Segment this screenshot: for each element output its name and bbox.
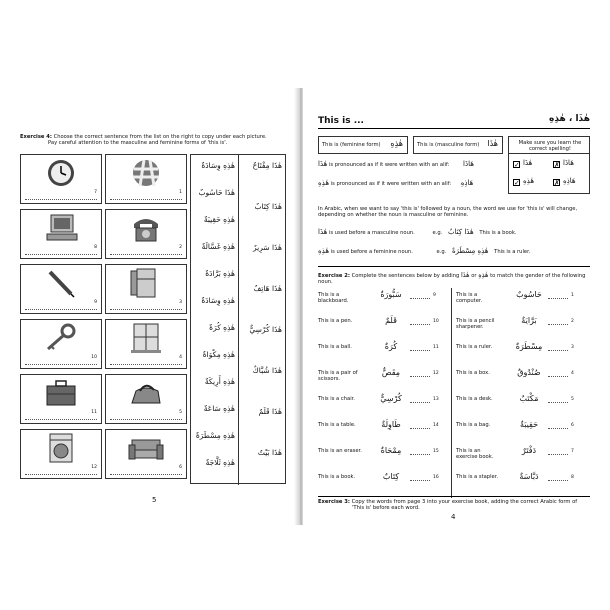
answer-line (25, 419, 97, 420)
exercise-4-instruction-2: Pay careful attention to the masculine and feminine forms of 'this is'. (48, 140, 228, 147)
answer-line (410, 428, 430, 429)
masculine-form-box (413, 136, 503, 154)
exercise-2-noun: مِسْطَرَةٌ (515, 342, 543, 351)
picture-cell (20, 264, 102, 314)
exercise-2-english: This is an eraser. (318, 448, 362, 454)
exercise-2-noun: طَاوِلَةٌ (381, 420, 401, 429)
answer-line (548, 454, 568, 455)
answer-line (110, 199, 182, 200)
masculine-form-label: This is (masculine form) (417, 142, 480, 148)
exercise-4-label: Exercise 4: (20, 134, 52, 140)
sentence-item: هٰذَا كُرْسِيٌّ (249, 325, 282, 334)
feminine-form-label: This is (feminine form) (322, 142, 381, 148)
exercise-2-noun: كُرَةٌ (384, 342, 398, 351)
exercise-2-noun: بَرَّايَةٌ (521, 316, 537, 325)
picture-cell (105, 319, 187, 369)
wrong-checkbox: ✗ (554, 161, 560, 169)
exercise-3-instructions: Exercise 3: Copy the words from page 3 into your exercise book, adding the correct Arabic form of 'This is' before each word. (318, 499, 578, 512)
exercise-2-noun: حَاسُوبٌ (516, 290, 542, 299)
exercise-2-number: 11 (433, 345, 439, 350)
exercise-2-number: 14 (433, 423, 439, 428)
key-icon (41, 322, 81, 358)
picture-cell (105, 209, 187, 259)
exercise-2-noun: دَفْتَرٌ (521, 446, 537, 455)
sentence-item: هٰذَا بَيْتٌ (257, 448, 282, 457)
exercise-2-english: This is a box. (456, 370, 490, 376)
picture-number: 8 (94, 245, 97, 250)
washing-machine-icon (41, 432, 81, 468)
picture-number: 1 (179, 190, 182, 195)
answer-line (110, 254, 182, 255)
exercise-2-noun: مِقَصٌّ (381, 368, 401, 377)
answer-line (410, 376, 430, 377)
answer-line (25, 199, 97, 200)
exercise-2-number: 8 (571, 475, 574, 480)
exercise-2-number: 15 (433, 449, 439, 454)
masculine-form-arabic: هٰذَا (487, 139, 498, 148)
picture-cell (20, 374, 102, 424)
answer-line (25, 254, 97, 255)
exercise-4-instructions (20, 134, 290, 146)
feminine-form-arabic: هٰذِهِ (390, 139, 403, 148)
sentence-item: هٰذِهِ حَقِيبَةٌ (203, 215, 235, 224)
sentence-item: هٰذِهِ مِكْوَاةٌ (202, 350, 235, 359)
exercise-2-english: This is a pen. (318, 318, 353, 324)
exercise-2-english: This is a computer. (456, 292, 483, 305)
sentence-item: هٰذِهِ بَرَّادَةٌ (205, 269, 235, 278)
picture-cell (105, 374, 187, 424)
feminine-form-box (318, 136, 408, 154)
answer-line (410, 480, 430, 481)
book-spread (0, 88, 610, 525)
sofa-icon (126, 432, 166, 468)
picture-cell (20, 319, 102, 369)
wrong-spelling: هَاذَا (563, 159, 574, 167)
exercise-2-english: This is an exercise book. (456, 448, 494, 461)
correct-spelling: هٰذِهِ (523, 177, 535, 185)
pen-icon (41, 267, 81, 303)
sentence-item: هٰذِهِ سَاعَةٌ (203, 404, 235, 413)
sentence-item: هٰذَا سَرِيرٌ (252, 243, 282, 252)
picture-number: 3 (179, 300, 182, 305)
sentence-item: هٰذِهِ أَرِيكَةٌ (204, 377, 235, 386)
answer-line (548, 350, 568, 351)
right-page (303, 88, 604, 525)
sentence-item: هٰذِهِ ثَلَّاجَةٌ (205, 458, 235, 467)
exercise-2-instructions: Exercise 2: Complete the sentences below by adding هٰذَا or هٰذِهِ to match the gender of the following noun. (318, 271, 586, 286)
exercise-2-number: 5 (571, 397, 574, 402)
wrong-spelling: هَاذِهِ (563, 177, 576, 185)
picture-number: 4 (179, 355, 182, 360)
clock-icon (41, 157, 81, 193)
correct-spelling: هٰذَا (523, 159, 533, 167)
exercise-2-number: 12 (433, 371, 439, 376)
page-number-left: 5 (152, 496, 157, 504)
picture-number: 9 (94, 300, 97, 305)
answer-line (548, 402, 568, 403)
exercise-2-english: This is a ruler. (456, 344, 493, 350)
page-heading-arabic: هٰذَا ، هٰذِهِ (549, 114, 590, 124)
exercise-2-english: This is a chair. (318, 396, 355, 402)
sentence-item: هٰذَا مِفْتَاحٌ (252, 161, 282, 170)
exercise-2-noun: كِتَابٌ (382, 472, 400, 481)
page-number-right: 4 (451, 513, 456, 521)
exercise-2-english: This is a pencil sharpener. (456, 318, 495, 331)
exercise-2-noun: كُرْسِيٌّ (380, 394, 402, 403)
exercise-4-instruction-1: Choose the correct sentence from the list on the right to copy under each picture. (53, 134, 267, 140)
pronunciation-2: هٰذِهِ is pronounced as if it were written with an alif: هَاذِهِ (318, 179, 474, 187)
sentence-item: هٰذَا كِتَابٌ (254, 202, 282, 211)
picture-number: 10 (91, 355, 97, 360)
exercise-2-english: This is a stapler. (456, 474, 499, 480)
answer-line (410, 402, 430, 403)
picture-cell (20, 209, 102, 259)
exercise-2-english: This is a ball. (318, 344, 352, 350)
exercise-2-noun: صُنْدُوقٌ (517, 368, 541, 377)
computer-icon (41, 212, 81, 248)
sentence-item: هٰذِهِ غَسَّالَةٌ (201, 242, 235, 251)
sentence-item: هٰذَا شُبَّاكٌ (252, 366, 282, 375)
sentence-list-box (190, 154, 286, 484)
answer-line (110, 309, 182, 310)
answer-line (25, 309, 97, 310)
exercise-2-number: 7 (571, 449, 574, 454)
exercise-2-noun: مِمْحَاةٌ (380, 446, 402, 455)
sentence-item: هٰذَا حَاسُوبٌ (198, 188, 235, 197)
picture-cell (105, 264, 187, 314)
spelling-box (508, 136, 590, 194)
answer-line (110, 364, 182, 365)
fridge-icon (126, 267, 166, 303)
pronunciation-1: هٰذَا is pronounced as if it were written with an alif: هَاذَا (318, 160, 474, 168)
left-page (6, 88, 299, 525)
picture-number: 2 (179, 245, 182, 250)
exercise-2-english: This is a blackboard. (318, 292, 349, 305)
exercise-2-noun: دَبَّاسَةٌ (519, 472, 539, 481)
briefcase-icon (41, 377, 81, 413)
exercise-2-number: 2 (571, 319, 574, 324)
explanation-text: In Arabic, when we want to say 'this is' followed by a noun, the word we use for 'this is' will change, depending on whether the noun is masculine or feminine. (318, 206, 578, 219)
exercise-2-english: This is a bag. (456, 422, 491, 428)
exercise-2-noun: حَقِيبَةٌ (519, 420, 539, 429)
exercise-2-number: 16 (433, 475, 439, 480)
answer-line (548, 324, 568, 325)
sentence-item: هٰذِهِ وِسَادَةٌ (201, 296, 235, 305)
answer-line (410, 298, 430, 299)
wrong-checkbox: ✗ (554, 179, 560, 187)
exercise-2-english: This is a pair of scissors. (318, 370, 358, 383)
exercise-2-noun: سَبُّورَةٌ (380, 290, 402, 299)
exercise-2-number: 4 (571, 371, 574, 376)
picture-cell (105, 429, 187, 479)
sentence-item: هٰذِهِ وِسَادَةٌ (201, 161, 235, 170)
iron-icon (126, 377, 166, 413)
sentence-item: هٰذِهِ مِسْطَرَةٌ (195, 431, 235, 440)
heading-bar (318, 115, 590, 129)
answer-line (548, 298, 568, 299)
sentence-item: هٰذَا هَاتِفٌ (253, 284, 282, 293)
picture-number: 11 (91, 410, 97, 415)
picture-number: 12 (91, 465, 97, 470)
exercise-2-number: 6 (571, 423, 574, 428)
ball-icon (126, 157, 166, 193)
answer-line (410, 454, 430, 455)
window-icon (126, 322, 166, 358)
answer-line (110, 474, 182, 475)
exercise-2-english: This is a book. (318, 474, 356, 480)
feminine-rule: هٰذِهِ is used before a feminine noun. e.g. هٰذِهِ مِسْطَرَةٌ This is a ruler. (318, 247, 531, 255)
right-checkbox: ✓ (514, 161, 520, 169)
picture-cell (105, 154, 187, 204)
picture-cell (20, 154, 102, 204)
exercise-2-noun: مَكْتَبٌ (519, 394, 539, 403)
spelling-note: Make sure you learn the correct spelling! (518, 140, 582, 153)
exercise-2-number: 3 (571, 345, 574, 350)
answer-line (25, 474, 97, 475)
answer-line (548, 376, 568, 377)
exercise-2-number: 10 (433, 319, 439, 324)
page-heading: This is ... (318, 116, 364, 126)
answer-line (410, 350, 430, 351)
answer-line (548, 480, 568, 481)
masculine-rule: هٰذَا is used before a masculine noun. e.g. هٰذَا كِتَابٌ This is a book. (318, 228, 517, 236)
sentence-item: هٰذَا قَلَمٌ (258, 407, 282, 416)
picture-number: 5 (179, 410, 182, 415)
right-checkbox: ✓ (514, 179, 520, 187)
exercise-2-english: This is a table. (318, 422, 356, 428)
picture-number: 6 (179, 465, 182, 470)
answer-line (548, 428, 568, 429)
sentence-item: هٰذِهِ كُرَةٌ (209, 323, 235, 332)
telephone-icon (126, 212, 166, 248)
exercise-2-number: 9 (433, 293, 436, 298)
answer-line (25, 364, 97, 365)
answer-line (410, 324, 430, 325)
exercise-2-number: 13 (433, 397, 439, 402)
exercise-2-english: This is a desk. (456, 396, 493, 402)
answer-line (110, 419, 182, 420)
exercise-2-noun: قَلَمٌ (385, 316, 397, 325)
picture-cell (20, 429, 102, 479)
exercise-2-number: 1 (571, 293, 574, 298)
picture-number: 7 (94, 190, 97, 195)
